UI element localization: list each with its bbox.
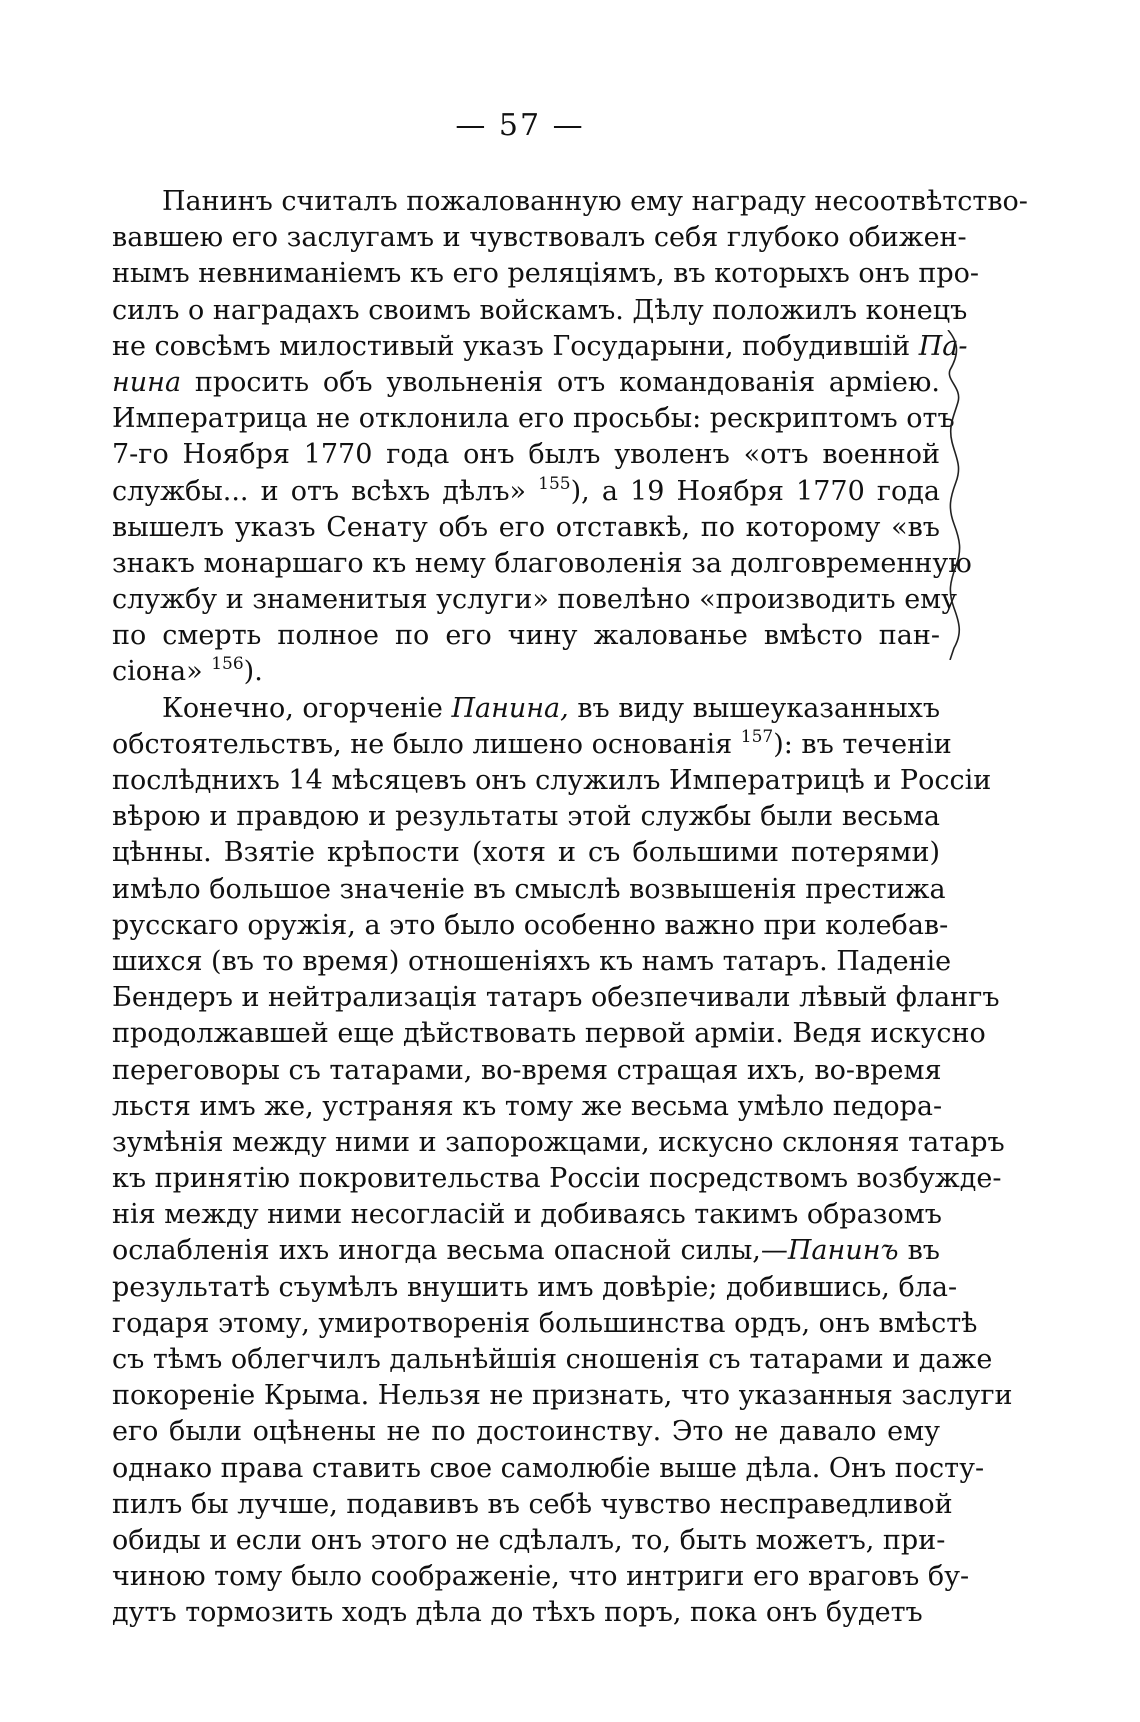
text-line	[112, 1523, 946, 1559]
text-line	[112, 1016, 986, 1052]
text-segment: результатѣ съумѣлъ внушить имъ довѣріе; добившись, бла-	[112, 1271, 958, 1303]
text-line	[112, 220, 967, 256]
text-segment: однако права ставить свое самолюбіе выше дѣла. Онъ посту-	[112, 1452, 985, 1484]
text-line	[112, 1125, 1005, 1161]
footnote-ref: 156	[211, 654, 244, 675]
text-line	[112, 1233, 940, 1269]
footnote-ref: 157	[740, 726, 774, 747]
text-segment: льстя имъ же, устраняя къ тому же весьма умѣло педора-	[112, 1090, 943, 1122]
text-segment: шихся (въ то время) отношеніяхъ къ намъ татаръ. Паденіе	[112, 945, 952, 977]
text-segment: не совсѣмъ милостивый указъ Государыни, побудившій	[112, 330, 919, 362]
text-segment: знакъ монаршаго къ нему благоволенія за долговременную	[112, 547, 972, 579]
text-segment: Конечно, огорченіе	[162, 692, 452, 724]
text-line	[112, 1559, 970, 1595]
text-line	[112, 365, 940, 401]
text-line	[112, 1053, 940, 1089]
text-line	[112, 1487, 953, 1523]
text-segment: цѣнны. Взятіе крѣпости (хотя и съ большими потерями)	[112, 837, 940, 869]
text-segment: Бендеръ и нейтрализація татаръ обезпечивали лѣвый флангъ	[112, 982, 1000, 1014]
italic-name: нина	[112, 366, 182, 398]
text-segment: имѣло большое значеніе въ смыслѣ возвышенія престижа	[112, 873, 946, 905]
text-line	[112, 691, 940, 727]
text-segment: ): въ теченіи	[773, 728, 952, 760]
text-line	[112, 835, 940, 871]
text-segment: русскаго оружія, а это было особенно важно при колебав-	[112, 909, 949, 941]
text-segment: чиною тому было соображеніе, что интриги его враговъ бу-	[112, 1561, 970, 1593]
text-line	[112, 726, 952, 763]
text-segment: продолжавшей еще дѣйствовать первой арміи. Ведя искусно	[112, 1018, 986, 1050]
text-line	[112, 1378, 1013, 1414]
text-line	[112, 1089, 943, 1125]
text-segment: ослабленія ихъ иногда весьма опасной силы,—	[112, 1235, 788, 1267]
text-line	[112, 1270, 958, 1306]
text-segment: 7-го Ноября 1770 года онъ былъ уволенъ «отъ военной	[112, 439, 940, 471]
text-line	[112, 329, 968, 365]
text-line	[112, 510, 940, 546]
footnote-ref: 155	[538, 473, 571, 494]
text-line	[112, 1451, 985, 1487]
text-line	[112, 1197, 940, 1233]
text-segment: дутъ тормозить ходъ дѣла до тѣхъ поръ, пока онъ будетъ	[112, 1597, 923, 1629]
margin-brace-mark	[944, 330, 974, 660]
italic-name: Па-	[918, 330, 968, 362]
text-line	[112, 654, 940, 690]
text-line	[112, 799, 940, 835]
text-line	[112, 1161, 1002, 1197]
text-line	[112, 1414, 940, 1450]
text-segment: обстоятельствъ, не было лишено основанія	[112, 728, 741, 760]
text-segment: переговоры съ татарами, во-время стращая ихъ, во-время	[112, 1054, 942, 1086]
text-segment: вышелъ указъ Сенату объ его отставкѣ, по которому «въ	[112, 511, 940, 543]
text-line	[112, 763, 992, 799]
text-segment: къ принятію покровительства Россіи посредствомъ возбужде-	[112, 1163, 1002, 1195]
text-segment: ).	[243, 656, 263, 688]
text-line	[112, 293, 968, 329]
text-segment: ), а 19 Ноября 1770 года	[570, 475, 940, 507]
text-segment: нія между ними несогласій и добиваясь такимъ образомъ	[112, 1199, 942, 1231]
text-line	[112, 1595, 940, 1631]
text-segment: силъ о наградахъ своимъ войскамъ. Дѣлу положилъ конецъ	[112, 294, 968, 326]
text-segment: сіона»	[112, 656, 212, 688]
text-segment: послѣднихъ 14 мѣсяцевъ онъ служилъ Императрицѣ и Россіи	[112, 765, 992, 796]
text-segment: вавшею его заслугамъ и чувствовалъ себя глубоко обижен-	[112, 222, 967, 254]
text-line	[112, 184, 1028, 220]
text-segment: его были оцѣнены не по достоинству. Это не давало ему	[112, 1416, 940, 1448]
italic-name: Панинъ	[787, 1235, 899, 1267]
text-line	[112, 908, 949, 944]
body-text	[112, 184, 1028, 1632]
text-segment: службы... и отъ всѣхъ дѣлъ»	[112, 475, 539, 507]
text-line	[112, 401, 955, 437]
text-line	[112, 256, 980, 292]
text-segment: Императрица не отклонила его просьбы: рескриптомъ отъ	[112, 403, 955, 435]
text-line	[112, 437, 940, 473]
text-segment: Панинъ считалъ пожалованную ему награду несоотвѣтство-	[162, 186, 1028, 217]
text-line	[112, 1306, 978, 1342]
italic-name: Панина,	[451, 692, 569, 724]
text-segment: обиды и если онъ этого не сдѣлалъ, то, быть можетъ, при-	[112, 1524, 946, 1556]
text-segment: въ виду вышеуказанныхъ	[568, 692, 941, 724]
text-line	[112, 474, 940, 510]
page-number: — 57 —	[455, 108, 585, 143]
text-segment: вѣрою и правдою и результаты этой службы были весьма	[112, 801, 940, 833]
text-segment: нымъ невниманіемъ къ его реляціямъ, въ которыхъ онъ про-	[112, 258, 980, 290]
text-line	[112, 546, 972, 582]
text-line	[112, 1342, 993, 1378]
text-line	[112, 582, 958, 618]
text-segment: зумѣнія между ними и запорожцами, искусно склоняя татаръ	[112, 1126, 1005, 1158]
text-line	[112, 618, 940, 654]
text-line	[112, 872, 946, 908]
text-segment: по смерть полное по его чину жалованье вмѣсто пан-	[112, 620, 940, 652]
text-segment: пилъ бы лучше, подавивъ въ себѣ чувство несправедливой	[112, 1488, 953, 1520]
text-segment: годаря этому, умиротворенія большинства ордъ, онъ вмѣстѣ	[112, 1307, 978, 1339]
text-line	[112, 980, 1000, 1016]
text-line	[112, 944, 952, 980]
text-segment: покореніе Крыма. Нельзя не признать, что указанныя заслуги	[112, 1380, 1013, 1412]
text-segment: съ тѣмъ облегчилъ дальнѣйшія сношенія съ татарами и даже	[112, 1344, 993, 1375]
text-segment: въ	[898, 1235, 940, 1267]
text-segment: просить объ увольненія отъ командованія арміею.	[181, 366, 940, 398]
text-segment: службу и знаменитыя услуги» повелѣно «производить ему	[112, 584, 958, 616]
